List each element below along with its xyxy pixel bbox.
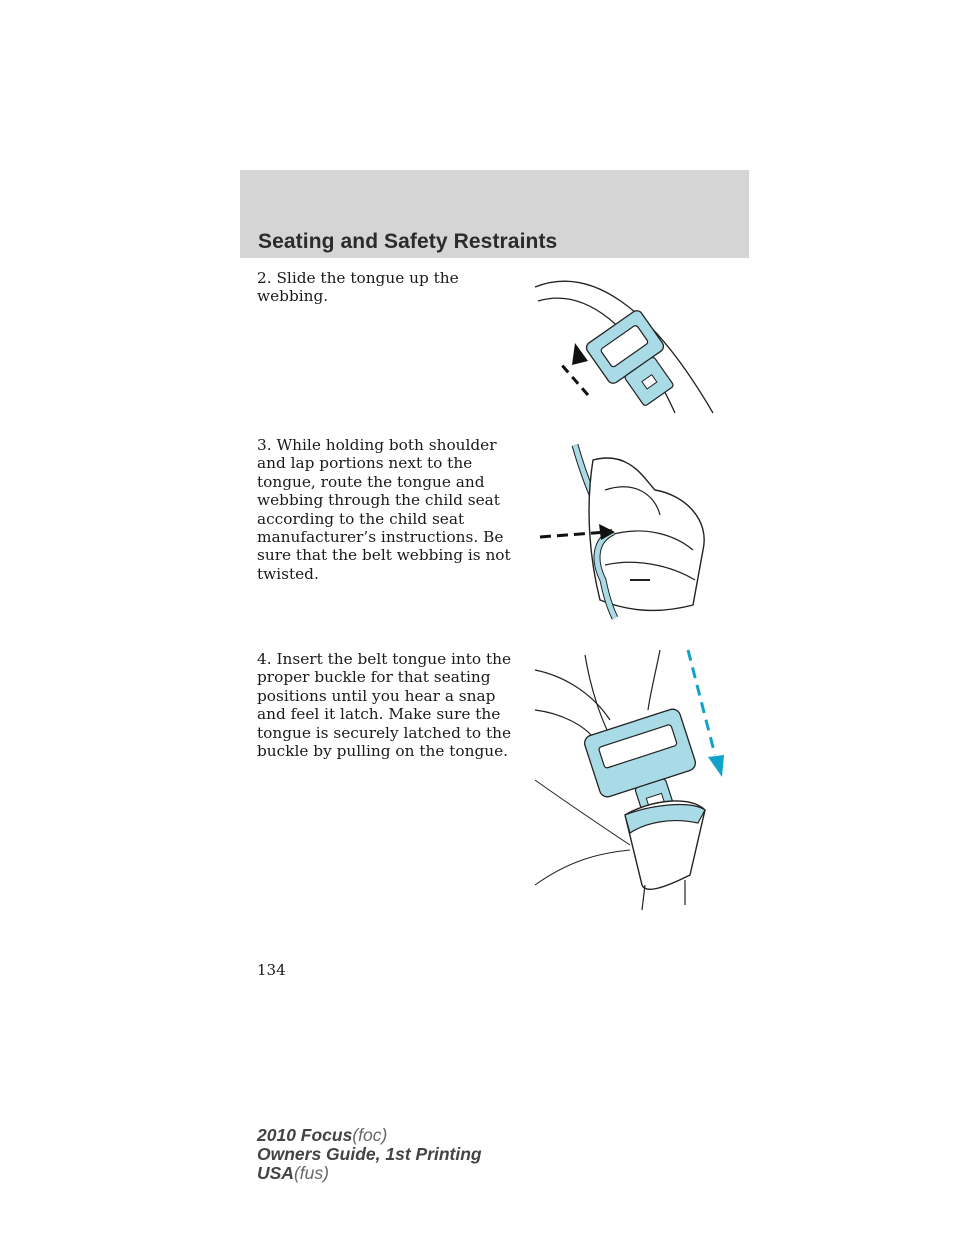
- print-footer: [257, 1126, 482, 1183]
- step-3-text: 3. While holding both shoulder and lap portions next to the tongue, route the tongue and webbing through the child seat according to the child seat manufacturer’s instructions. Be sure that the belt webbing is not twisted.: [257, 436, 511, 583]
- section-title: Seating and Safety Restraints: [258, 230, 558, 253]
- tongue-slide-illustration: [530, 265, 730, 425]
- section-header: [240, 170, 749, 258]
- footer-model: 2010 Focus: [257, 1125, 353, 1145]
- footer-market-code: (fus): [293, 1163, 329, 1183]
- footer-edition: Owners Guide, 1st Printing: [257, 1144, 482, 1164]
- footer-model-code: (foc): [352, 1125, 388, 1145]
- page-number: 134: [257, 961, 286, 979]
- step-4-text: 4. Insert the belt tongue into the proper buckle for that seating positions until you hear a snap and feel it latch. Make sure the tongue is securely latched to the buckle by pulling on the tongue.: [257, 650, 512, 761]
- buckle-latch-illustration: [530, 645, 745, 915]
- footer-market: USA: [257, 1163, 294, 1183]
- step-2-text: 2. Slide the tongue up the webbing.: [257, 269, 459, 306]
- child-seat-illustration: [535, 440, 725, 630]
